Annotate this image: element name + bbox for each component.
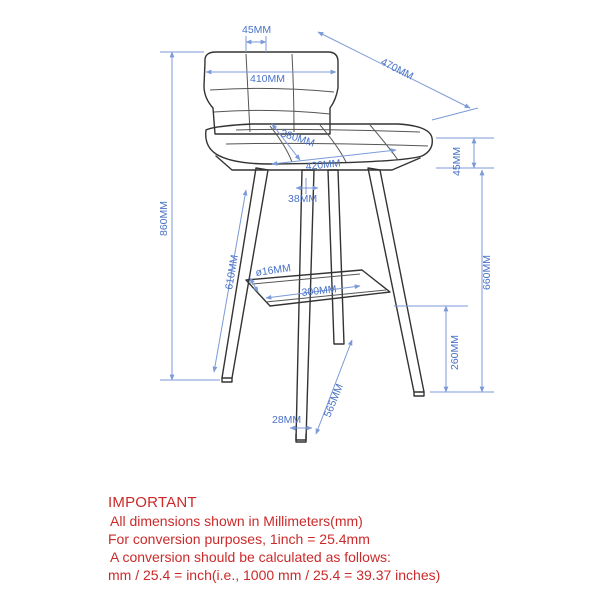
rear-leg [328, 170, 344, 344]
label-footrest-height: 260MM [449, 334, 461, 370]
label-leg-span: 565MM [321, 382, 346, 420]
back-leg [296, 170, 314, 440]
dimension-labels [158, 24, 493, 426]
conversion-notes [108, 493, 588, 584]
notes-line-2: For conversion purposes, 1inch = 25.4mm [108, 531, 370, 547]
label-seat-thickness: 45MM [451, 146, 463, 176]
backrest [204, 52, 338, 134]
backrest-tufting [210, 54, 334, 132]
label-leg-top: 38MM [288, 193, 318, 205]
label-overall-height: 860MM [158, 200, 170, 236]
label-overall-depth: 470MM [378, 55, 416, 83]
label-back-tuft-width: 45MM [242, 24, 272, 36]
front-right-leg [368, 168, 424, 392]
notes-line-3: A conversion should be calculated as follows: [110, 549, 391, 565]
stool-outline [204, 52, 432, 442]
label-footrest-diameter: ø16MM [254, 262, 292, 279]
seat-tufting [226, 125, 428, 162]
label-leg-length: 610MM [223, 253, 242, 291]
notes-line-1: All dimensions shown in Millimeters(mm) [110, 513, 363, 529]
label-seat-width: 420MM [305, 157, 342, 173]
dimension-lines [160, 32, 494, 434]
label-seat-depth: 380MM [279, 127, 317, 150]
notes-line-4: mm / 25.4 = inch(i.e., 1000 mm / 25.4 = 39.37 inches) [108, 567, 441, 583]
label-seat-height: 660MM [481, 254, 493, 290]
label-footrest-width: 300MM [301, 283, 338, 299]
label-leg-bottom: 28MM [272, 414, 302, 426]
label-back-width: 410MM [250, 73, 286, 85]
notes-heading: IMPORTANT [108, 494, 197, 511]
